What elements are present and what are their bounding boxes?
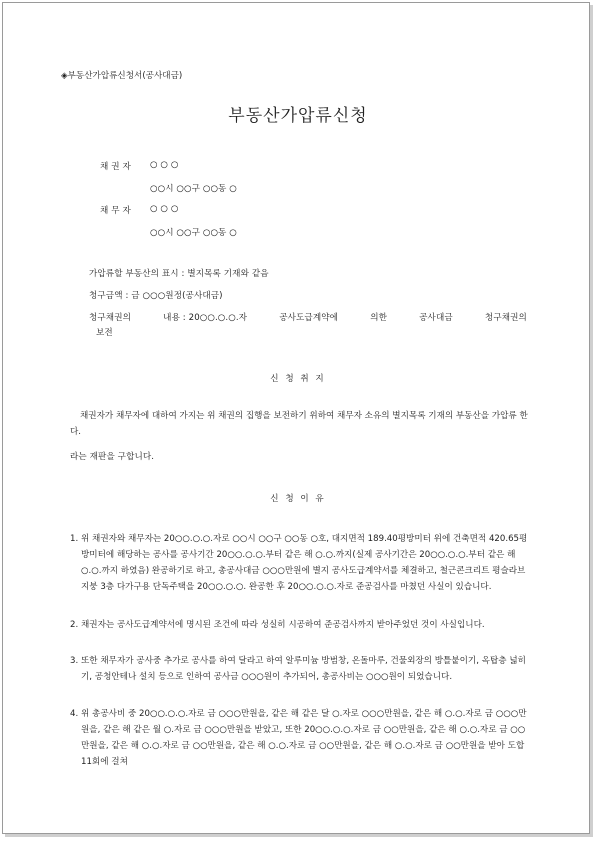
purpose-text: 채권자가 채무자에 대하여 가지는 위 채권의 집행을 보전하기 위하여 채무자 소유의 별지목록 기재의 부동산을 가압류 한다. — [70, 411, 528, 438]
reason-text: 채권자는 공사도급계약서에 명시된 조건에 따라 성실히 시공하여 준공검사까지 받아주었던 것이 사실입니다. — [81, 620, 485, 630]
claim-description-continued: 보전 — [96, 328, 113, 338]
claim-part: 의한 — [370, 313, 387, 323]
reason-number: 2. — [70, 620, 79, 630]
debtor-label: 채 무 자 — [100, 206, 131, 216]
debtor-name: ○ ○ ○ — [150, 204, 179, 214]
claim-amount: 청구금액 : 금 ○○○원정(공사대금) — [89, 291, 223, 301]
reason-number: 3. — [70, 656, 79, 666]
reason-item-1 — [70, 532, 528, 596]
reason-heading: 신 청 이 유 — [270, 494, 326, 504]
reason-number: 1. — [70, 534, 79, 544]
reason-number: 4. — [70, 709, 79, 719]
property-description: 가압류할 부동산의 표시 : 별지목록 기재와 같음 — [89, 269, 269, 279]
claim-part: 공사도급계약에 — [279, 313, 339, 323]
reason-text: 위 총공사비 중 20○○.○.○.자로 금 ○○○만원을, 같은 해 같은 달 ○.자로 ○○○만원을, 같은 해 ○.○.자로 금 ○○○만원을, 같은 해 같은 월 ○.자로 금 ○○○만원을 받았고, 또한 20○○.○.○.자로 금 ○○만원을, 같은 해 ○.○.자로 금 ○○만원을, 같은 해 ○.○.자로 금 ○○만원을, 같은 해 ○.○.자로 금 ○○만원을, 같은 해 ○.○.자로 금 ○○만원을 받아 도합 11회에 걸쳐 — [81, 709, 527, 767]
claim-part: 공사대금 — [419, 313, 453, 323]
claim-part: 청구채권의 — [484, 313, 527, 323]
claim-part: 청구채권의 — [89, 313, 132, 323]
claim-part: 내용 : 20○○.○.○.자 — [163, 313, 248, 323]
reason-text: 또한 채무자가 공사중 추가로 공사를 하여 달라고 하여 알루미늄 방범창, 온돌마루, 건물외장의 방틀붙이기, 옥탑층 넓히기, 공청안테나 설치 등으로 인하여 공사금 ○○○원이 추가되어, 총공사비는 ○○○원이 되었습니다. — [81, 656, 526, 682]
reason-item-4 — [70, 707, 528, 771]
creditor-address: ○○시 ○○구 ○○동 ○ — [150, 184, 237, 194]
purpose-heading: 신 청 취 지 — [270, 374, 326, 384]
claim-description — [89, 311, 527, 323]
creditor-label: 채 권 자 — [100, 162, 131, 172]
document-header-tag: ◈부동산가압류신청서(공사대금) — [61, 71, 183, 81]
document-title: 부동산가압류신청 — [228, 106, 368, 126]
reason-text: 위 채권자와 채무자는 20○○.○.○.자로 ○○시 ○○구 ○○동 ○호, 대지면적 189.40평방미터 위에 건축면적 420.65평방미터에 해당하는 공사를 공사기간 20○○.○.○.부터 같은 해 ○.○.까지(실제 공사기간은 20○○.○.○.부터 같은 해 ○.○.까지 하였음) 완공하기로 하고, 총공사대금 ○○○만원에 별지 공사도급계약서를 체결하고, 철근콘크리트 평슬라브지붕 3층 다가구용 단독주택을 20○○.○.○. 완공한 후 20○○.○.○.자로 준공검사를 마쳤던 사실이 있습니다. — [81, 534, 528, 592]
reason-item-2 — [70, 618, 528, 634]
debtor-address: ○○시 ○○구 ○○동 ○ — [150, 228, 237, 238]
creditor-name: ○ ○ ○ — [150, 160, 179, 170]
purpose-closing: 라는 재판을 구합니다. — [70, 452, 155, 462]
reason-item-3 — [70, 654, 528, 686]
